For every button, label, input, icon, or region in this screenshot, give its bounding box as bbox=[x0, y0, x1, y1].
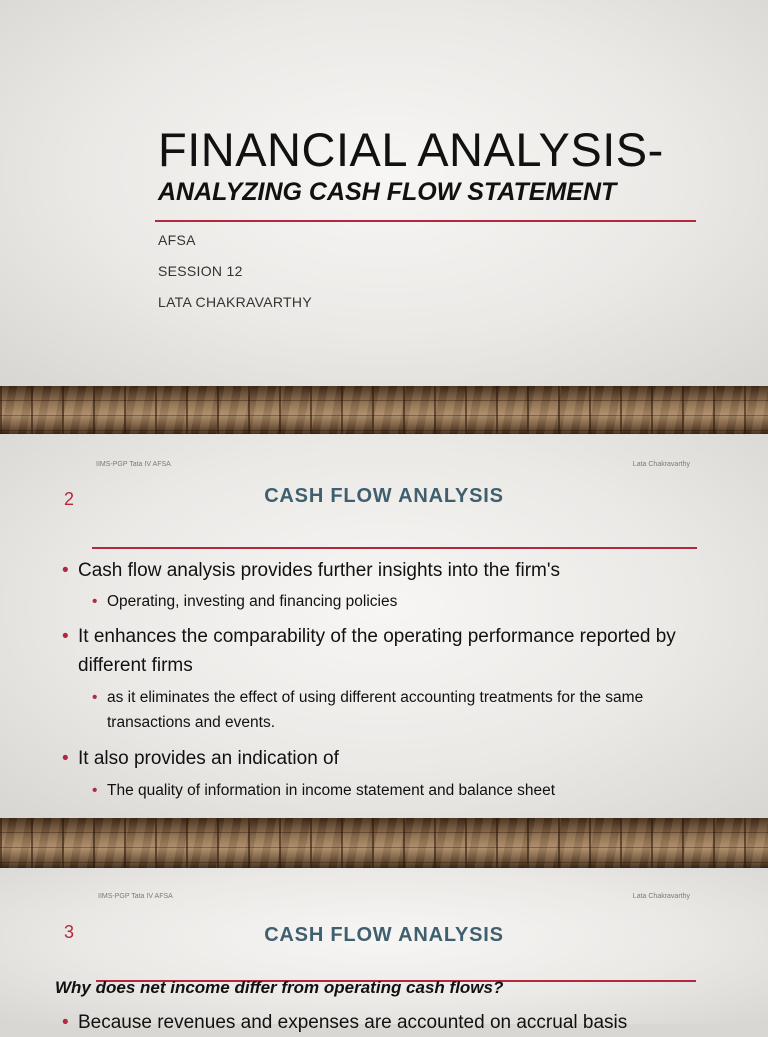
slide3-header-left: IIMS-PGP Tata IV AFSA bbox=[98, 893, 173, 900]
slide2-subbullet-3: • The quality of information in income statement and balance sheet bbox=[92, 778, 692, 803]
slide2-title: CASH FLOW ANALYSIS bbox=[264, 485, 504, 507]
slide3-header-right: Lata Chakravarthy bbox=[632, 893, 690, 900]
slide3-question: Why does net income differ from operating cash flows? bbox=[55, 978, 504, 997]
slide1-divider bbox=[155, 220, 696, 222]
slide2-bullet-3: • It also provides an indication of bbox=[62, 744, 702, 773]
slide2-divider bbox=[92, 547, 697, 549]
wood-floor-divider bbox=[0, 818, 768, 868]
slide3-bullet-1: • Because revenues and expenses are accounted on accrual basis bbox=[62, 1008, 702, 1037]
bullet-dot-icon: • bbox=[92, 689, 98, 706]
slide2-header-left: IIMS-PGP Tata IV AFSA bbox=[96, 461, 171, 468]
title-slide bbox=[0, 0, 768, 386]
slide2-bullet-2: • It enhances the comparability of the operating performance reported by different firms bbox=[62, 622, 702, 680]
bullet-dot-icon: • bbox=[62, 560, 69, 581]
slide2-number: 2 bbox=[64, 489, 75, 509]
slide1-course: AFSA bbox=[158, 232, 196, 248]
bullet-dot-icon: • bbox=[92, 593, 98, 610]
slide1-author: LATA CHAKRAVARTHY bbox=[158, 294, 312, 310]
slide2-header-right: Lata Chakravarthy bbox=[632, 461, 690, 468]
slide1-title: FINANCIAL ANALYSIS- bbox=[158, 123, 664, 176]
slide1-subtitle: ANALYZING CASH FLOW STATEMENT bbox=[158, 178, 617, 206]
bullet-dot-icon: • bbox=[62, 1012, 69, 1033]
slide2-bullet-1: • Cash flow analysis provides further insights into the firm's bbox=[62, 556, 702, 585]
bullet-dot-icon: • bbox=[62, 748, 69, 769]
slide2-subbullet-2: • as it eliminates the effect of using different accounting treatments for the same transactions and events. bbox=[92, 685, 692, 735]
slide3-title: CASH FLOW ANALYSIS bbox=[264, 924, 504, 946]
bullet-dot-icon: • bbox=[62, 626, 69, 647]
bullet-dot-icon: • bbox=[92, 782, 98, 799]
slide1-session: SESSION 12 bbox=[158, 263, 243, 279]
wood-floor-divider bbox=[0, 386, 768, 434]
slide3-number: 3 bbox=[64, 922, 75, 942]
slide2-subbullet-1: • Operating, investing and financing policies bbox=[92, 589, 692, 614]
